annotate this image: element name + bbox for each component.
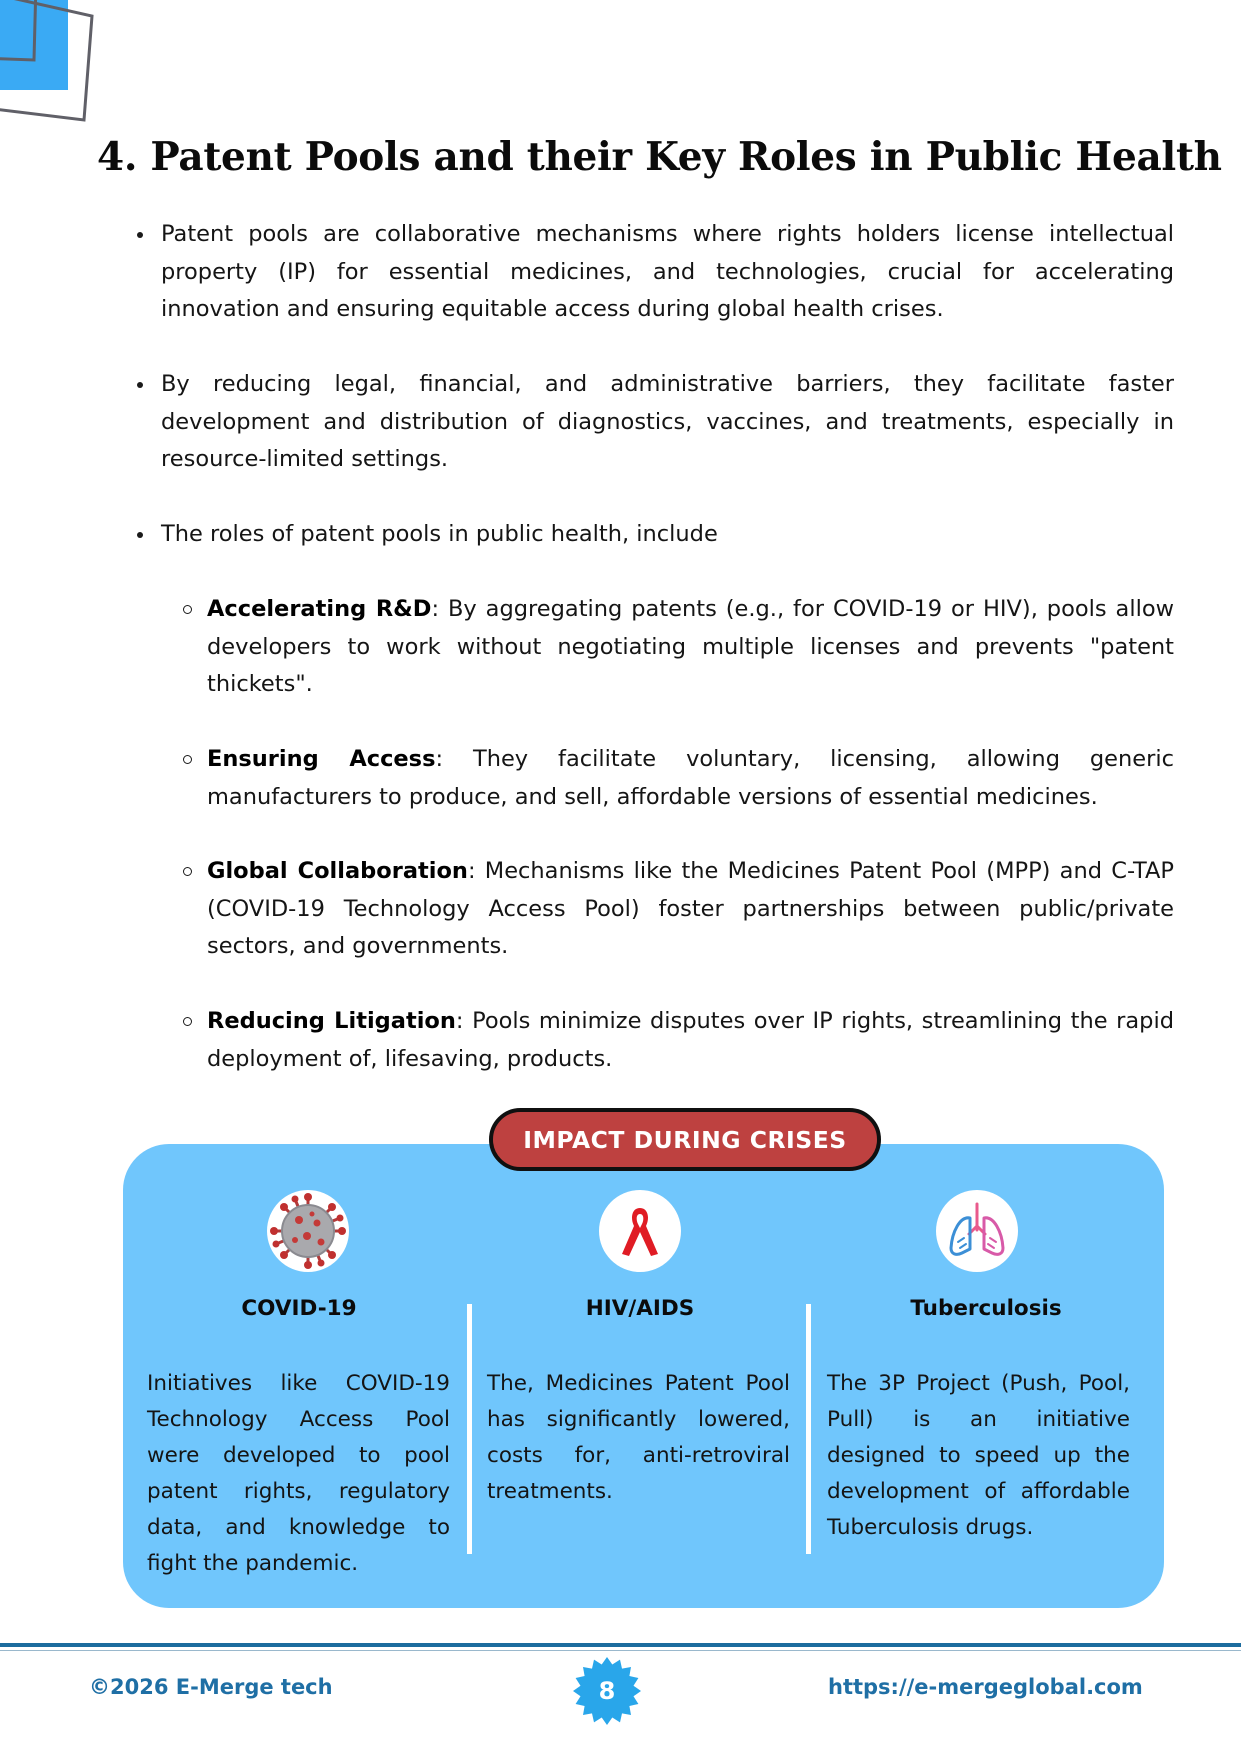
footer-website-link[interactable]: https://e-mergeglobal.com — [828, 1675, 1143, 1699]
bullet-item: By reducing legal, financial, and administrative barriers, they facilitate faster development and distribution of diagnostics, vaccines, and treatments, especially in resource-limited settings. — [161, 366, 1174, 479]
page-number: 8 — [598, 1677, 616, 1705]
impact-badge: IMPACT DURING CRISES — [489, 1108, 881, 1171]
footer-rule-thin — [0, 1650, 1241, 1651]
role-term: Reducing Litigation — [207, 1008, 456, 1034]
role-text: : Mechanisms like the Medicines Patent Pool (MPP) and C-TAP (COVID-19 Technology Access Pool) foster partnerships between public/private sectors, and governments. — [207, 858, 1174, 959]
impact-text-hiv: The, Medicines Patent Pool has significantly lowered, costs for, anti-retroviral treatments. — [487, 1371, 790, 1504]
role-text: : They facilitate voluntary, licensing, allowing generic manufacturers to produce, and sell, affordable versions of essential medicines. — [207, 746, 1174, 810]
column-divider — [467, 1304, 472, 1554]
impact-title-tb: Tuberculosis — [910, 1296, 1062, 1321]
role-item-reducing-litigation — [207, 1003, 1174, 1078]
page-title: 4. Patent Pools and their Key Roles in Public Health — [97, 134, 1222, 180]
role-text: : Pools minimize disputes over IP rights, streamlining the rapid deployment of, lifesaving, products. — [207, 1008, 1174, 1072]
column-divider — [806, 1304, 811, 1554]
corner-decoration — [0, 0, 100, 130]
role-text: : By aggregating patents (e.g., for COVID-19 or HIV), pools allow developers to work without negotiating multiple licenses and prevents "patent thickets". — [207, 596, 1174, 697]
role-term: Accelerating R&D — [207, 596, 432, 622]
role-term: Ensuring Access — [207, 746, 436, 772]
coronavirus-icon — [267, 1190, 349, 1272]
impact-title-hiv: HIV/AIDS — [585, 1296, 695, 1321]
impact-text-covid: Initiatives like COVID-19 Technology Access Pool were developed to pool patent rights, regulatory data, and knowledge to fight the pandemic. — [147, 1371, 450, 1576]
footer-copyright: ©2026 E-Merge tech — [89, 1675, 333, 1699]
bullet-item: Patent pools are collaborative mechanisms where rights holders license intellectual property (IP) for essential medicines, and technologies, crucial for accelerating innovation and ensuring equitable access during global health crises. — [161, 216, 1174, 329]
role-term: Global Collaboration — [207, 858, 468, 884]
bullet-item: The roles of patent pools in public health, include — [161, 516, 1174, 554]
footer-rule — [0, 1643, 1241, 1647]
role-item-global-collaboration — [207, 853, 1174, 966]
red-ribbon-icon — [599, 1190, 681, 1272]
impact-title-covid: COVID-19 — [241, 1296, 357, 1321]
role-item-accelerating-rnd — [207, 591, 1174, 704]
role-item-ensuring-access — [207, 741, 1174, 816]
lungs-icon — [936, 1190, 1018, 1272]
impact-text-tb: The 3P Project (Push, Pool, Pull) is an initiative designed to speed up the development of affordable Tuberculosis drugs. — [827, 1371, 1130, 1540]
